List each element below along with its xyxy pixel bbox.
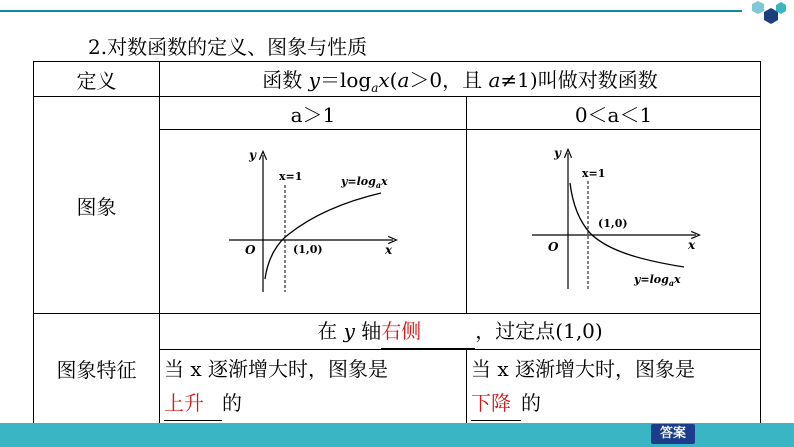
- top-rule: [0, 10, 742, 12]
- curve-label: $y=\log_ax$: [633, 272, 681, 288]
- answer-rising: 上升: [164, 391, 204, 415]
- origin-label: O: [547, 239, 558, 254]
- answer-button[interactable]: 答案: [651, 424, 695, 444]
- origin-label: O: [245, 242, 256, 257]
- graph-decreasing-cell: [467, 130, 761, 314]
- answer-right-side: 右侧: [381, 319, 422, 343]
- row-label-graph: 图象: [34, 97, 160, 314]
- position-trait: 在 y 轴右侧 ，过定点(1,0): [160, 314, 761, 350]
- row-label-definition: 定义: [34, 62, 160, 97]
- graph-increasing-cell: [160, 130, 467, 314]
- point-label: (1,0): [597, 216, 628, 230]
- case-a-gt-1: a＞1: [160, 97, 467, 130]
- definition-text: 函数 $y=\log_ax(a>0$，且 a≠1)叫做对数函数: [160, 62, 761, 97]
- log-curve-increasing: [265, 193, 381, 279]
- graph-decreasing: [524, 147, 704, 297]
- y-axis-label: y: [553, 146, 561, 160]
- case-a-between-0-1: 0＜a＜1: [467, 97, 761, 130]
- section-title: 2.对数函数的定义、图象与性质: [88, 35, 368, 59]
- answer-falling: 下降: [471, 391, 511, 415]
- x-axis-label: x: [687, 237, 695, 252]
- trait-decreasing: 当 x 逐渐增大时，图象是 下降 的: [467, 350, 761, 424]
- hexagon-logo-icon: [740, 0, 790, 30]
- log-function-table: [33, 61, 761, 424]
- trait-increasing: 当 x 逐渐增大时，图象是 上升 的: [160, 350, 467, 424]
- point-label: (1,0): [293, 242, 323, 256]
- x-axis-label: x: [385, 242, 393, 257]
- row-label-traits: 图象特征: [34, 314, 160, 424]
- vline-label: x=1: [581, 166, 605, 180]
- vline-label: x=1: [279, 169, 303, 183]
- y-axis-label: y: [249, 147, 256, 162]
- curve-label: $y=\log_ax$: [341, 174, 388, 190]
- graph-increasing: [223, 147, 403, 297]
